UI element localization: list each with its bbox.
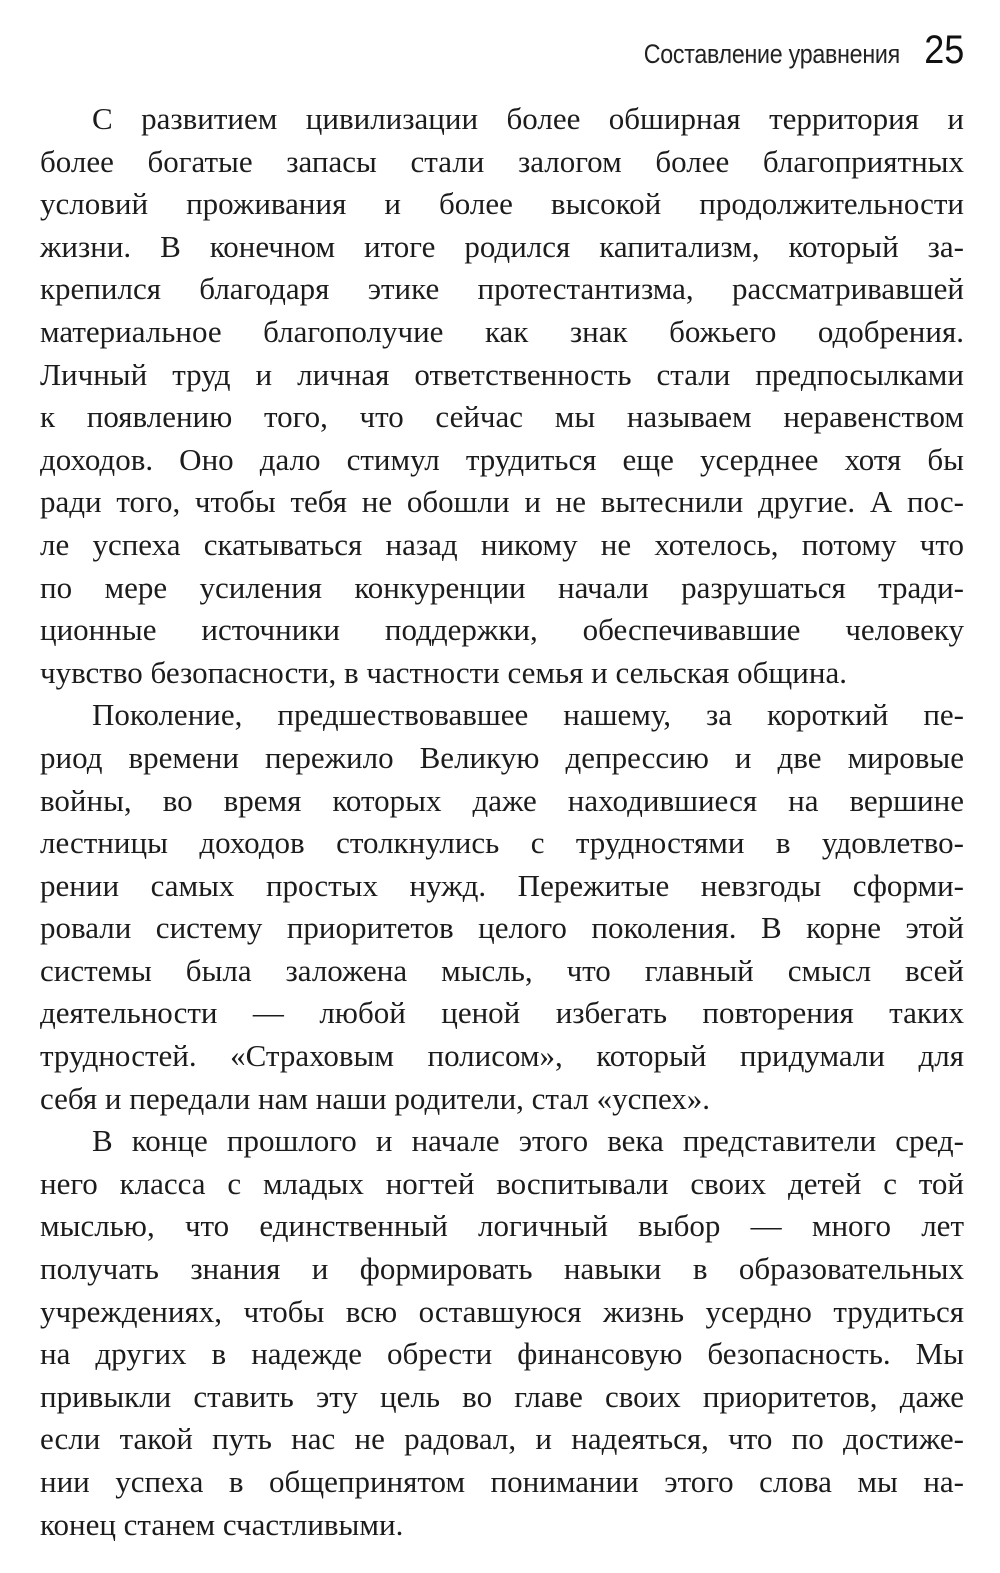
text-line: рении самых простых нужд. Пережитые невзгоды сформи- bbox=[40, 867, 964, 903]
text-line: лестницы доходов столкнулись с трудностями в удовлетво- bbox=[40, 825, 964, 861]
text-line: В конце прошлого и начале этого века представители сред- bbox=[92, 1123, 964, 1159]
text-line: него класса с младых ногтей воспитывали своих детей с той bbox=[40, 1165, 964, 1201]
text-line: мыслью, что единственный логичный выбор — много лет bbox=[40, 1208, 964, 1244]
paragraph-2 bbox=[40, 694, 964, 1120]
text-line: конец станем счастливыми. bbox=[40, 1506, 404, 1542]
text-line: чувство безопасности, в частности семья и сельская община. bbox=[40, 654, 847, 690]
text-line: ради того, чтобы тебя не обошли и не вытеснили другие. А пос- bbox=[40, 484, 964, 520]
body-text bbox=[40, 98, 964, 1546]
text-line: привыкли ставить эту цель во главе своих приоритетов, даже bbox=[40, 1378, 964, 1414]
text-line: на других в надежде обрести финансовую безопасность. Мы bbox=[40, 1336, 964, 1372]
text-line: более богатые запасы стали залогом более благоприятных bbox=[40, 143, 964, 179]
text-line: деятельности — любой ценой избегать повторения таких bbox=[40, 995, 964, 1031]
text-line: ровали систему приоритетов целого поколения. В корне этой bbox=[40, 910, 964, 946]
text-line: к появлению того, что сейчас мы называем неравенством bbox=[40, 399, 964, 435]
text-line: крепился благодаря этике протестантизма, рассматривавшей bbox=[40, 271, 964, 307]
text-line: Личный труд и личная ответственность стали предпосылками bbox=[40, 356, 964, 392]
paragraph-3 bbox=[40, 1120, 964, 1546]
running-head bbox=[602, 28, 966, 73]
text-line: С развитием цивилизации более обширная территория и bbox=[92, 101, 964, 136]
text-line: системы была заложена мысль, что главный смысл всей bbox=[40, 952, 964, 988]
text-line: жизни. В конечном итоге родился капитализм, который за- bbox=[40, 228, 964, 264]
text-line: нии успеха в общепринятом понимании этого слова мы на- bbox=[40, 1464, 964, 1499]
text-line: войны, во время которых даже находившиеся на вершине bbox=[40, 782, 964, 818]
text-line: ле успеха скатываться назад никому не хотелось, потому что bbox=[40, 526, 964, 562]
text-line: получать знания и формировать навыки в образовательных bbox=[40, 1251, 964, 1287]
page-number: 25 bbox=[923, 28, 964, 72]
text-line: трудностей. «Страховым полисом», который придумали для bbox=[40, 1038, 964, 1074]
text-line: условий проживания и более высокой продолжительности bbox=[40, 186, 964, 222]
text-line: риод времени пережило Великую депрессию и две мировые bbox=[40, 739, 964, 775]
text-line: доходов. Оно дало стимул трудиться еще усерднее хотя бы bbox=[40, 441, 964, 477]
text-line: себя и передали нам наши родители, стал «успех». bbox=[40, 1080, 711, 1116]
text-line: по мере усиления конкуренции начали разрушаться тради- bbox=[40, 569, 964, 605]
paragraph-1 bbox=[40, 98, 964, 694]
running-title: Составление уравнения bbox=[643, 39, 900, 69]
text-line: учреждениях, чтобы всю оставшуюся жизнь усердно трудиться bbox=[40, 1293, 964, 1329]
text-line: Поколение, предшествовавшее нашему, за короткий пе- bbox=[92, 697, 964, 733]
text-line: материальное благополучие как знак божьего одобрения. bbox=[40, 313, 964, 349]
text-line: если такой путь нас не радовал, и надеяться, что по достиже- bbox=[40, 1421, 964, 1457]
text-line: ционные источники поддержки, обеспечивавшие человеку bbox=[40, 612, 964, 648]
